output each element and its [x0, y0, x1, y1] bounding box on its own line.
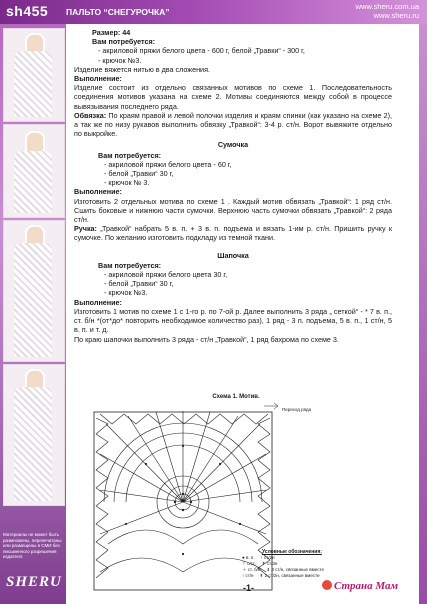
- coat-hook: - крючок №3.: [98, 55, 142, 65]
- bag-execution-title: Выполнение:: [74, 187, 122, 197]
- coat-binding: [74, 111, 392, 139]
- bag-paragraph: Изготовить 2 отдельных мотива по схеме 1 . Каждый мотив обвязать „Травкой“: 1 ряд ст/н. Сшить боковые и нижнюю части сумочки. Верхнюю часть сумочки обвязать „Травкой“: 2 ряда ст/н.: [74, 196, 392, 225]
- bag-title: Сумочка: [217, 140, 249, 150]
- crochet-diagram: [86, 394, 392, 594]
- diagram-legend: [242, 549, 390, 579]
- coat-note: Изделие вяжется нитью в два сложения.: [74, 64, 210, 74]
- bag-hook: - крючок № 3.: [104, 178, 150, 188]
- bag-needs-title: Вам потребуется:: [98, 150, 162, 160]
- binding-text: По краям правой и левой полочки изделия и краям спинки (как указано на схеме 2), а так же по низу рукавов выполнить обвязку „Травкой“: 3-4 р. ст/н. Ворот вывяжите отдельно по выкройке.: [74, 110, 392, 139]
- hat-execution-title: Выполнение:: [74, 297, 122, 307]
- hat-paragraph-1: Изготовить 1 мотив по схеме 1 с 1-го р. по 7-ой р. Далее выполнить 3 ряда „ сеткой“ - * 7 в. п., ст. б/н *(от*до* повторить необходимое количество раз), 1 ряд - 3 п. подъема, 5 в. п., 1 ст/н, 5 в. п. и т. д.: [74, 306, 392, 335]
- hat-yarn-1: - акриловой пряжи белого цвета 30 г,: [104, 270, 228, 280]
- pattern-code: sh455: [6, 3, 49, 19]
- coat-yarn: - акриловой пряжи белого цвета - 600 г, белой „Травки“ - 300 г,: [98, 46, 305, 56]
- coat-needs-title: Вам потребуется:: [92, 37, 156, 47]
- left-sidebar: [0, 24, 66, 604]
- coat-paragraph: Изделие состоит из отдельно связанных мотивов по схеме 1. Последовательность соединения мотивов указана на схеме 2. Мотивы соединяются между собой в процессе вывязывания последнего ряда.: [74, 83, 392, 111]
- bag-handle: [74, 224, 392, 242]
- hat-title: Шапочка: [217, 250, 249, 260]
- legend-slip: ⊤ с/ст.: [242, 561, 256, 566]
- pattern-title: ПАЛЬТО “СНЕГУРОЧКА”: [66, 7, 170, 17]
- photo-full-coat: [3, 220, 65, 362]
- legend-title: Условные обозначения:: [262, 549, 322, 555]
- copyright-note: Материалы не может быть размножены, перепечатаны или размещены в СМИ без письменного разрешения издателя.: [3, 532, 62, 559]
- right-edge-bar: [419, 24, 427, 604]
- coat-size: Размер: 44: [92, 28, 131, 37]
- watermark-icon: [322, 580, 332, 590]
- legend-dc3: ↟ ст/3н: [261, 561, 278, 566]
- photo-accessories: [3, 124, 65, 218]
- hat-paragraph-2: По краю шапочки выполнить 3 ряда - ст/н „Травкой“, 1 ряд бахрома по схеме 3.: [74, 334, 339, 344]
- watermark-text: Страна Мам: [334, 580, 399, 592]
- strana-mam-watermark: [322, 580, 398, 592]
- legend-3dc-tog: ⇟ 3 ст/н, связанные вместе: [266, 567, 324, 572]
- legend-row: [242, 573, 390, 579]
- legend-chain: ● в. п.: [242, 555, 255, 560]
- photo-coat-model: [3, 364, 65, 506]
- hat-hook: - крючок №3.: [104, 288, 148, 298]
- header-urls: [356, 2, 419, 20]
- instructions: [74, 28, 392, 344]
- page-number: -1-: [243, 583, 254, 593]
- row-transition-note: Переход ряда: [282, 407, 312, 412]
- legend-dc: ↑ ст/н: [242, 573, 254, 578]
- legend-sc: ＋ ст. б/н: [242, 567, 261, 572]
- hat-yarn-2: - белой „Травки“ 30 г,: [104, 279, 174, 289]
- bag-yarn-1: - акриловой пряжи белого цвета - 60 г,: [104, 159, 232, 169]
- coat-execution-title: Выполнение:: [74, 74, 122, 84]
- header-bar: [0, 0, 427, 24]
- legend-dc2: ↑ ст/2н: [260, 555, 275, 560]
- diagram-caption: Схема 1. Мотив.: [212, 394, 260, 400]
- handle-text: „Травкой“ набрать 5 в. п. + 3 в. п. подъема и вязать 1-им р. ст/н. Пришить ручку к сумочке. По желанию изготовить подкладу из темной ткани.: [74, 224, 392, 243]
- handle-label: Ручка:: [74, 224, 97, 234]
- bag-yarn-2: - белой „Травки“ 30 г,: [104, 169, 174, 179]
- photo-coat-closeup: [3, 28, 65, 122]
- url-com-ua[interactable]: www.sheru.com.ua: [355, 2, 419, 11]
- binding-label: Обвязка:: [74, 110, 107, 120]
- hat-needs-title: Вам потребуется:: [98, 260, 162, 270]
- url-ru[interactable]: www.sheru.ru: [373, 11, 419, 20]
- sheru-logo: SHERU: [6, 574, 62, 590]
- legend-2tr-tog: ⇞ 2 ст/2н, связанные вместе: [259, 573, 320, 578]
